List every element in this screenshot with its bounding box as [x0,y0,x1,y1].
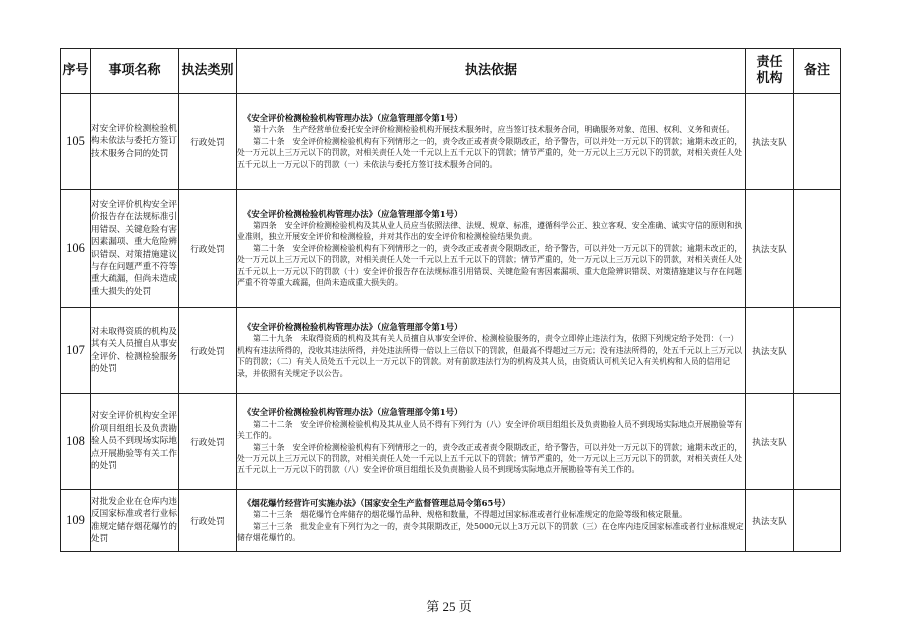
responsible-unit: 执法支队 [746,94,794,190]
row-number: 107 [61,308,91,394]
item-name: 对安全评价检测检验机构未依法与委托方签订技术服务合同的处罚 [91,94,179,190]
note-cell [794,308,841,394]
basis-paragraph: 第二十条 安全评价检测检验机构有下列情形之一的，责令改正或者责令限期改正，给予警告，可以并处一万元以下的罚款；逾期未改正的，处一万元以上三万元以下的罚款，对相关责任人处一千元以上五千元以下的罚款；情节严重的，处一万元以上三万元以下的罚款，对相关责任人处五千元以上一万元以下的罚款（十）安全评价报告存在法规标准引用错误、关键危险有害因素漏项、重大危险辨识错误、对策措施建议与存在问题严重不符等重大疏漏，但尚未造成重大损失的。 [237,243,743,288]
legal-basis [237,308,746,394]
item-name: 对安全评价机构安全评价报告存在法规标准引用错误、关键危险有害因素漏项、重大危险辨识错误、对策措施建议与存在问题严重不符等重大疏漏，但尚未造成重大损失的处罚 [91,190,179,308]
basis-title: 《安全评价检测检验机构管理办法》（应急管理部令第1号） [243,321,463,332]
basis-title: 《安全评价检测检验机构管理办法》（应急管理部令第1号） [243,208,463,219]
header-item-name: 事项名称 [91,49,179,94]
header-note: 备注 [794,49,841,94]
row-number: 105 [61,94,91,190]
note-cell [794,190,841,308]
legal-basis [237,190,746,308]
table-row [61,190,841,308]
enforcement-category: 行政处罚 [179,190,237,308]
basis-title: 《安全评价检测检验机构管理办法》（应急管理部令第1号） [243,112,463,123]
enforcement-category: 行政处罚 [179,490,237,552]
basis-paragraph: 第二十条 安全评价检测检验机构有下列情形之一的，责令改正或者责令限期改正，给予警告，可以并处一万元以下的罚款；逾期未改正的，处一万元以上三万元以下的罚款，对相关责任人处一千元以上五千元以下的罚款；情节严重的，处一万元以上三万元以下的罚款，对相关责任人处五千元以上一万元以下的罚款（一）未依法与委托方签订技术服务合同的。 [237,136,743,169]
table-row [61,308,841,394]
note-cell [794,394,841,490]
item-name: 对批发企业在仓库内违反国家标准或者行业标准规定储存烟花爆竹的处罚 [91,490,179,552]
basis-paragraph: 第二十二条 安全评价检测检验机构及其从业人员不得有下列行为（八）安全评价项目组组长及负责勘验人员不到现场实际地点开展勘验等有关工作的。 [237,419,743,441]
basis-title: 《烟花爆竹经营许可实施办法》（国家安全生产监督管理总局令第65号） [243,497,511,508]
header-num: 序号 [61,49,91,94]
item-name: 对未取得资质的机构及其有关人员擅自从事安全评价、检测检验服务的处罚 [91,308,179,394]
table-row [61,94,841,190]
row-number: 109 [61,490,91,552]
header-basis: 执法依据 [237,49,746,94]
legal-basis [237,490,746,552]
enforcement-category: 行政处罚 [179,94,237,190]
table-row [61,394,841,490]
enforcement-category: 行政处罚 [179,308,237,394]
basis-paragraph: 第二十九条 未取得资质的机构及其有关人员擅自从事安全评价、检测检验服务的，责令立即停止违法行为，依照下列规定给予处罚：（一）机构有违法所得的，没收其违法所得，并处违法所得一倍以上三倍以下的罚款，但最高不得超过三万元；没有违法所得的，处五千元以上三万元以下的罚款；（二）有关人员处五千元以上一万元以下的罚款。对有前款违法行为的机构及其人员，由资质认可机关记入有关机构和人员的信用记录，并依照有关规定予以公告。 [237,334,743,378]
basis-title: 《安全评价检测检验机构管理办法》（应急管理部令第1号） [243,407,463,418]
basis-paragraph: 第二十三条 烟花爆竹仓库储存的烟花爆竹品种、规格和数量，不得超过国家标准或者行业标准规定的危险等级和核定限量。 [253,510,687,520]
legal-basis [237,94,746,190]
header-row [61,49,841,94]
responsible-unit: 执法支队 [746,190,794,308]
table-row [61,490,841,552]
row-number: 108 [61,394,91,490]
responsible-unit: 执法支队 [746,490,794,552]
responsible-unit: 执法支队 [746,308,794,394]
basis-paragraph: 第四条 安全评价检测检验机构及其从业人员应当依照法律、法规、规章、标准，遵循科学公正、独立客观、安全准确、诚实守信的原则和执业准则，独立开展安全评价和检测检验，并对其作出的安全评价和检测检验结果负责。 [237,220,743,242]
enforcement-category: 行政处罚 [179,394,237,490]
responsible-unit: 执法支队 [746,394,794,490]
note-cell [794,94,841,190]
enforcement-table [60,48,841,552]
header-category: 执法类别 [179,49,237,94]
header-responsible: 责任机构 [746,49,794,94]
legal-basis [237,394,746,490]
note-cell [794,490,841,552]
basis-paragraph: 第十六条 生产经营单位委托安全评价检测检验机构开展技术服务时，应当签订技术服务合同，明确服务对象、范围、权利、义务和责任。 [253,125,735,135]
page-number: 第 25 页 [426,599,472,614]
basis-paragraph: 第三十条 安全评价检测检验机构有下列情形之一的，责令改正或者责令限期改正，给予警告，可以并处一万元以下的罚款；逾期未改正的，处一万元以上三万元以下的罚款，对相关责任人处一千元以上五千元以下的罚款；情节严重的，处一万元以上三万元以下的罚款，对相关责任人处五千元以上一万元以下的罚款（八）安全评价项目组组长及负责勘验人员不到现场实际地点开展勘验等有关工作的。 [237,442,743,475]
basis-paragraph: 第三十三条 批发企业有下列行为之一的，责令其限期改正，处5000元以上3万元以下的罚款（三）在仓库内违反国家标准或者行业标准规定储存烟花爆竹的。 [237,521,744,542]
item-name: 对安全评价机构安全评价项目组组长及负责勘验人员不到现场实际地点开展勘验等有关工作的处罚 [91,394,179,490]
row-number: 106 [61,190,91,308]
